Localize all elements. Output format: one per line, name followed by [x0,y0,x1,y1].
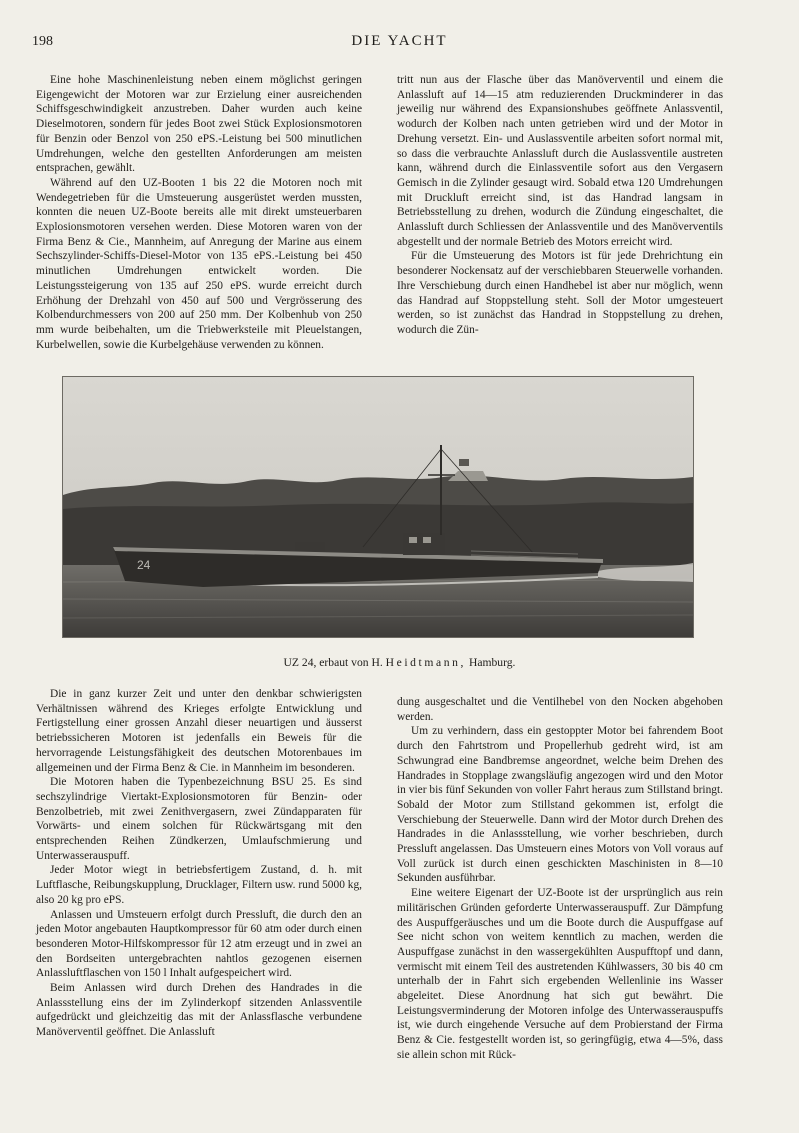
paragraph: Für die Umsteuerung des Motors ist für jede Drehrichtung ein besonderer Nockensatz auf der verschiebbaren Steuerwelle vorhanden. Ihre Verschiebung durch einen Handhebel ist aber nur möglich, wenn das Handrad auf Stoppstellung steht. Soll der Motor umgesteuert werden, so ist zunächst das Handrad in Stoppstellung zu drehen, wodurch die Zün- [397,250,723,336]
caption-suffix: Hamburg. [468,656,516,669]
paragraph: Beim Anlassen wird durch Drehen des Handrades in die Anlassstellung eins der im Zylinderkopf sitzenden Anlassventile aufgedrückt und gleichzeitig das mit der Anlassflasche verbundene Manöverventil geöffnet. Die Anlassluft [36,982,362,1039]
text-column-top-left [36,73,362,352]
running-head: DIE YACHT [351,33,448,49]
page-number: 198 [32,34,53,49]
paragraph: Während auf den UZ-Booten 1 bis 22 die Motoren noch mit Wendegetrieben für die Umsteuerung ausgerüstet werden mussten, konnten die neuen UZ-Boote bereits alle mit direkt umsteuerbaren Explosionsmotoren versehen werden. Diese Motoren waren von der Firma Benz & Cie., Mannheim, auf Anregung der Marine aus einem Sechszylinder-Schiffs-Diesel-Motor von 135 ePS.-Leistung bei 450 minutlichen Umdrehungen entwickelt worden. Die Leistungssteigerung von 135 auf 250 ePS. wurde erreicht durch Erhöhung der Drehzahl von 450 auf 500 und Vergrösserung des Kolbendurchmessers von 200 auf 250 mm. Der Kolbenhub von 250 mm wurde beibehalten, um die Triebwerksteile mit Pleuelstangen, Kurbelwellen, sowie die Kurbelgehäuse verwenden zu können. [36,176,362,351]
boat-photograph [62,376,694,638]
paragraph: Um zu verhindern, dass ein gestoppter Motor bei fahrendem Boot durch den Fahrtstrom und Propellerhub gedreht wird, ist am Schwungrad eine Bandbremse angeordnet, welche beim Drehen des Handrades in Stopplage zwangsläufig angezogen wird und den Motor in vier bis fünf Sekunden von voller Fahrt heraus zum Stillstand bringt. Sobald der Motor zum Stillstand gekommen ist, erfolgt die Verschiebung der Steuerwelle. Dann wird der Motor durch Drehen des Handrades in die Anlassstellung, wie vorher beschrieben, durch Pressluft angelassen. Das Umsteuern eines Motors von Voll voraus auf Voll zurück ist durch einen geschickten Maschinisten in 8—10 Sekunden ausführbar. [397,725,723,885]
paragraph: Die Motoren haben die Typenbezeichnung BSU 25. Es sind sechszylindrige Viertakt-Explosionsmotoren für Benzin- oder Benzolbetrieb, mit zwei Zenithvergasern, zwei Zündapparaten für Vorwärts- und einem solchen für Rückwärtsgang mit den entsprechenden Reihen Zündkerzen, Umlaufschmierung und Unterwasserauspuff. [36,776,362,862]
paragraph: tritt nun aus der Flasche über das Manöverventil und einem die Anlassluft auf 14—15 atm reduzierenden Druckminderer in das jeweilig nur während des Expansionshubes geöffnete Anlassventil, wodurch der Kolben nach unten getrieben wird und der Motor in Drehung versetzt. Ein- und Auslassventile arbeiten sofort normal mit, so dass die verbrauchte Anlassluft durch die Auslassventile austreten kann, während durch die Einlassventile sofort aus den Vergasern Gemisch in die Zylinder gesaugt wird. Sobald etwa 120 Umdrehungen mit Druckluft erreicht sind, ist das Handrad langsam in Betriebsstellung zu drehen, wodurch die Zündung eingeschaltet, die Anlassluft durch Schliessen der Anlassventile und des Manöverventils abgestellt und der normale Betrieb des Motors erreicht wird. [397,74,723,248]
paragraph: Jeder Motor wiegt in betriebsfertigem Zustand, d. h. mit Luftflasche, Reibungskupplung, Drucklager, Filtern usw. rund 5000 kg, also 20 kg pro ePS. [36,864,362,906]
text-column-top-right [397,73,723,338]
figure-caption [0,656,799,669]
text-column-bottom-left [36,687,362,1040]
text-column-bottom-right [397,695,723,1063]
paragraph: Anlassen und Umsteuern erfolgt durch Pressluft, die durch den an jeden Motor angebauten Hauptkompressor für 60 atm oder durch einen besonderen Motor-Hilfskompressor für 12 atm erzeugt und in zwei an den Bordseiten untergebrachten nahtlos gezogenen eisernen Anlassluftflaschen von 150 l Inhalt aufgespeichert wird. [36,908,362,980]
caption-builder-name: Heidtmann, [385,656,467,669]
paragraph: Die in ganz kurzer Zeit und unter den denkbar schwierigsten Verhältnissen während des Krieges erfolgte Entwicklung und Fertigstellung einer grossen Anzahl dieser neuartigen und äusserst betriebssicheren Motoren ist jedenfalls ein Beweis für die hervorragende Leistungsfähigkeit des deutschen Motorenbaues im allgemeinen und der Firma Benz & Cie. in Mannheim im besonderen. [36,688,362,774]
paragraph: dung ausgeschaltet und die Ventilhebel von den Nocken abgehoben werden. [397,696,723,723]
hull-number: 24 [137,558,151,572]
paragraph: Eine weitere Eigenart der UZ-Boote ist der ursprünglich aus rein militärischen Gründen geforderte Unterwasserauspuff. Zur Dämpfung des Auspuffgeräusches und um die Boote durch die Auspuffgase auf See nicht schon von weitem kenntlich zu machen, werden die Auspuffgase zunächst in den wassergekühlten Auspufftopf und dann, vermischt mit einem Teil des austretenden Kühlwassers, 30 bis 40 cm unterhalb der in Fahrt sich ergebenden Wellenlinie ins Wasser abgeleitet. Diese Anordnung hat sich gut bewährt. Die Leistungsverminderung der Motoren infolge des Unterwasserauspuffs ist, wie durch eingehende Versuche auf dem Probierstand der Firma Benz & Cie. festgestellt worden ist, so geringfügig, etwa 4—5%, dass sie allein schon mit Rück- [397,887,723,1061]
paragraph: Eine hohe Maschinenleistung neben einem möglichst geringen Eigengewicht der Motoren war zur Erzielung einer ausreichenden Schiffsgeschwindigkeit anzustreben. Daher wurden auch keine Dieselmotoren, sondern für jedes Boot zwei Stück Explosionsmotoren für Benzin oder Benzol von 250 ePS.-Leistung bei 500 minutlichen Umdrehungen, welche den gestellten Anforderungen am meisten entsprachen, gewählt. [36,74,362,175]
caption-prefix: UZ 24, erbaut von H. [283,656,383,669]
